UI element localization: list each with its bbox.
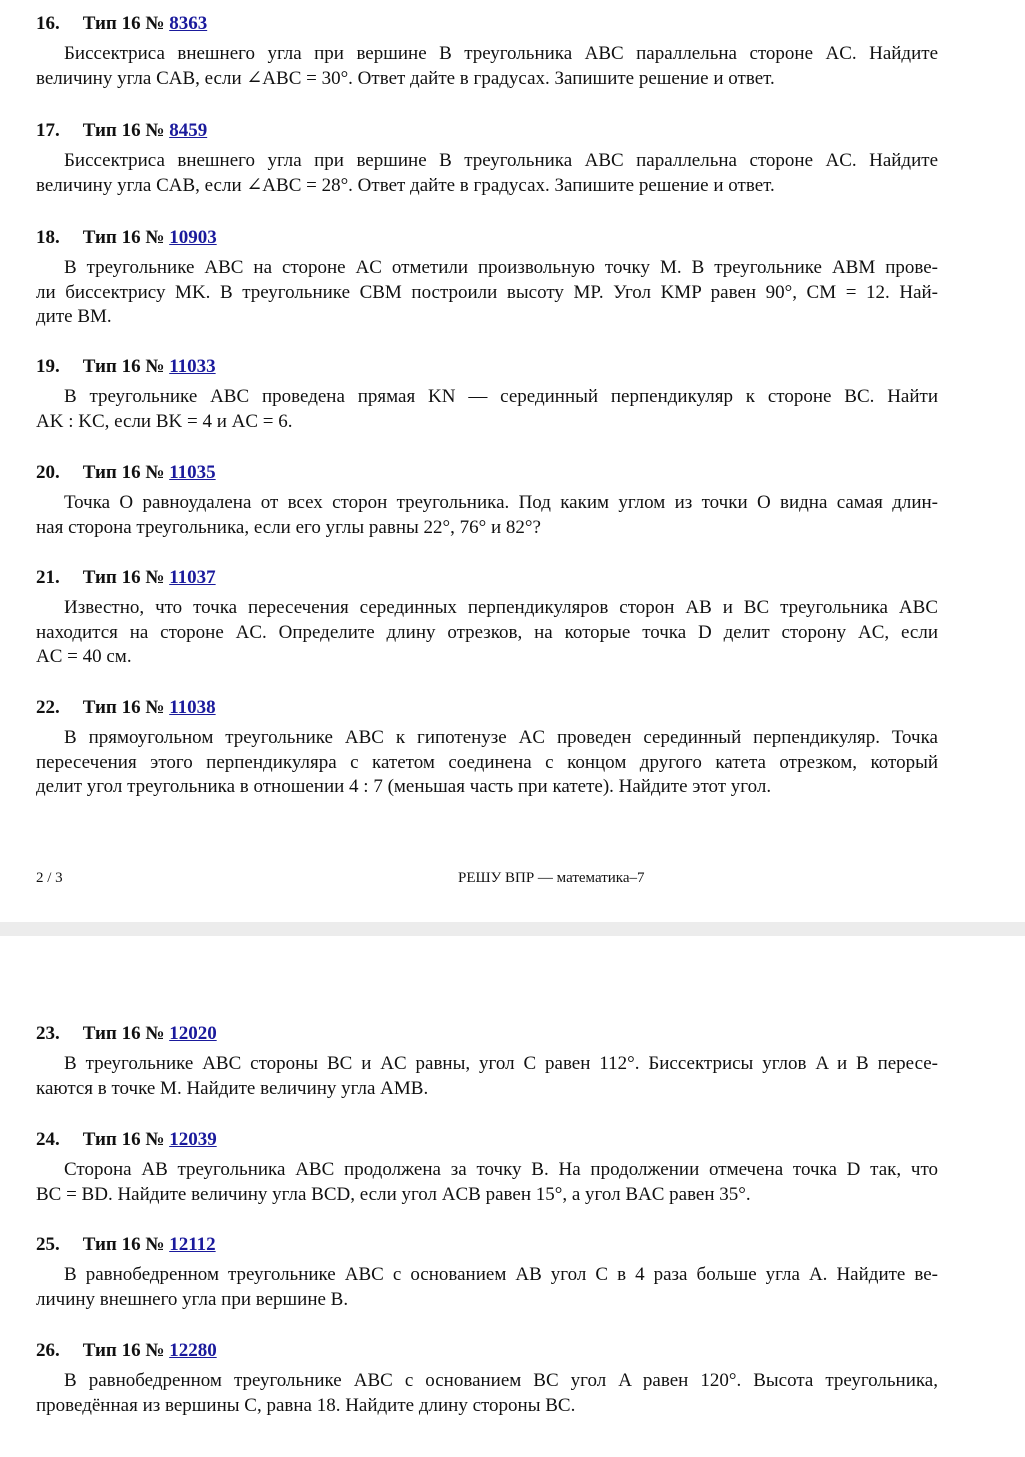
task-number: 17. xyxy=(36,120,60,141)
task-text-line: величину угла CAB, если ∠ABC = 30°. Ответ дайте в градусах. Запишите решение и ответ. xyxy=(36,67,775,89)
task-text-line: проведённая из вершины C, равна 18. Найдите длину стороны BC. xyxy=(36,1394,576,1416)
task-number: 25. xyxy=(36,1234,60,1255)
task-number: 23. xyxy=(36,1023,60,1044)
task-type-label: Тип 16 № xyxy=(82,1129,165,1150)
task-type-label: Тип 16 № xyxy=(82,1234,165,1255)
task-text xyxy=(36,491,938,540)
task-text xyxy=(36,1052,938,1101)
task-type-label: Тип 16 № xyxy=(82,356,165,377)
task-text xyxy=(36,42,938,91)
task-link-11037[interactable]: 11037 xyxy=(169,567,216,588)
task-type-label: Тип 16 № xyxy=(82,227,165,248)
task-23 xyxy=(36,1022,938,1101)
task-link-8459[interactable]: 8459 xyxy=(169,120,208,141)
task-type-label: Тип 16 № xyxy=(82,13,165,34)
task-text xyxy=(36,1369,938,1418)
task-number: 24. xyxy=(36,1129,60,1150)
task-text-line: величину угла CAB, если ∠ABC = 28°. Ответ дайте в градусах. Запишите решение и ответ. xyxy=(36,174,775,196)
task-link-11033[interactable]: 11033 xyxy=(169,356,216,377)
task-20 xyxy=(36,461,938,540)
task-type-label: Тип 16 № xyxy=(82,120,165,141)
task-number: 18. xyxy=(36,227,60,248)
task-text-line: делит угол треугольника в отношении 4 : 7 (меньшая часть при катете). Найдите этот угол. xyxy=(36,776,772,797)
task-link-12280[interactable]: 12280 xyxy=(169,1340,217,1361)
task-text-line: дите BM. xyxy=(36,306,112,327)
task-link-12112[interactable]: 12112 xyxy=(169,1234,216,1255)
task-text-line: личину внешнего угла при вершине B. xyxy=(36,1288,349,1310)
document-page-3 xyxy=(0,936,1025,1457)
task-text-line: AK : KC, если BK = 4 и AC = 6. xyxy=(36,410,293,432)
task-21 xyxy=(36,566,938,670)
task-text-line: BC = BD. Найдите величину угла BCD, если угол ACB равен 15°, а угол BAC равен 35°. xyxy=(36,1183,751,1205)
task-link-12039[interactable]: 12039 xyxy=(169,1129,217,1150)
task-text xyxy=(36,1263,938,1312)
task-type-label: Тип 16 № xyxy=(82,697,165,718)
task-link-10903[interactable]: 10903 xyxy=(169,227,217,248)
task-number: 26. xyxy=(36,1340,60,1361)
task-text-line: В равнобедренном треугольнике ABC с основанием AB угол C в 4 раза больше угла A. Найдите ве- xyxy=(64,1264,938,1285)
task-text xyxy=(36,1158,938,1207)
task-text xyxy=(36,596,938,670)
task-text-line: находится на стороне AC. Определите длину отрезков, на которые точка D делит сторону AC, если xyxy=(36,621,938,643)
task-text-line: В прямоугольном треугольнике ABC к гипотенузе AC проведен серединный перпендикуляр. Точка xyxy=(64,727,938,748)
task-16 xyxy=(36,12,938,91)
task-text xyxy=(36,256,938,330)
task-18 xyxy=(36,226,938,330)
footer-title: РЕШУ ВПР — математика–7 xyxy=(458,870,645,886)
task-link-11035[interactable]: 11035 xyxy=(169,462,216,483)
task-26 xyxy=(36,1339,938,1418)
task-text xyxy=(36,385,938,434)
task-type-label: Тип 16 № xyxy=(82,462,165,483)
task-text-line: Биссектриса внешнего угла при вершине B треугольника ABC параллельна стороне AC. Найдите xyxy=(64,150,938,171)
task-25 xyxy=(36,1233,938,1312)
task-text-line: пересечения этого перпендикуляра с катетом соединена с концом другого катета отрезком, который xyxy=(36,751,938,773)
task-link-11038[interactable]: 11038 xyxy=(169,697,216,718)
task-link-8363[interactable]: 8363 xyxy=(169,13,208,34)
task-text-line: каются в точке M. Найдите величину угла AMB. xyxy=(36,1077,429,1099)
task-text-line: Точка O равноудалена от всех сторон треугольника. Под каким углом из точки O видна самая длин- xyxy=(64,492,938,513)
task-number: 21. xyxy=(36,567,60,588)
task-text-line: В треугольнике ABC стороны BC и AC равны, угол C равен 112°. Биссектрисы углов A и B пересе- xyxy=(64,1053,938,1074)
task-type-label: Тип 16 № xyxy=(82,567,165,588)
task-link-12020[interactable]: 12020 xyxy=(169,1023,217,1044)
task-text-line: Сторона AB треугольника ABC продолжена за точку B. На продолжении отмечена точка D так, что xyxy=(64,1159,938,1180)
task-text-line: Биссектриса внешнего угла при вершине B треугольника ABC параллельна стороне AC. Найдите xyxy=(64,43,938,64)
task-text-line: В равнобедренном треугольнике ABC с основанием BC угол A равен 120°. Высота треугольника, xyxy=(64,1370,938,1391)
task-number: 19. xyxy=(36,356,60,377)
task-text-line: Известно, что точка пересечения серединных перпендикуляров сторон AB и BC треугольника ABC xyxy=(64,597,938,618)
task-text-line: ная сторона треугольника, если его углы равны 22°, 76° и 82°? xyxy=(36,516,541,538)
task-24 xyxy=(36,1128,938,1207)
task-19 xyxy=(36,355,938,434)
task-text xyxy=(36,149,938,198)
task-text-line: AC = 40 см. xyxy=(36,646,132,667)
page-separator xyxy=(0,922,1025,936)
task-number: 22. xyxy=(36,697,60,718)
page-counter: 2 / 3 xyxy=(36,870,63,886)
task-text-line: В треугольнике ABC на стороне AC отметили произвольную точку M. В треугольнике ABM прове- xyxy=(64,257,938,278)
task-number: 16. xyxy=(36,13,60,34)
task-number: 20. xyxy=(36,462,60,483)
task-type-label: Тип 16 № xyxy=(82,1023,165,1044)
task-text-line: В треугольнике ABC проведена прямая KN — серединный перпендикуляр к стороне BC. Найти xyxy=(64,386,938,407)
task-22 xyxy=(36,696,938,800)
task-17 xyxy=(36,119,938,198)
task-type-label: Тип 16 № xyxy=(82,1340,165,1361)
task-text xyxy=(36,726,938,800)
task-text-line: ли биссектрису MK. В треугольнике CBM построили высоту MP. Угол KMP равен 90°, CM = 12. Най- xyxy=(36,281,938,303)
